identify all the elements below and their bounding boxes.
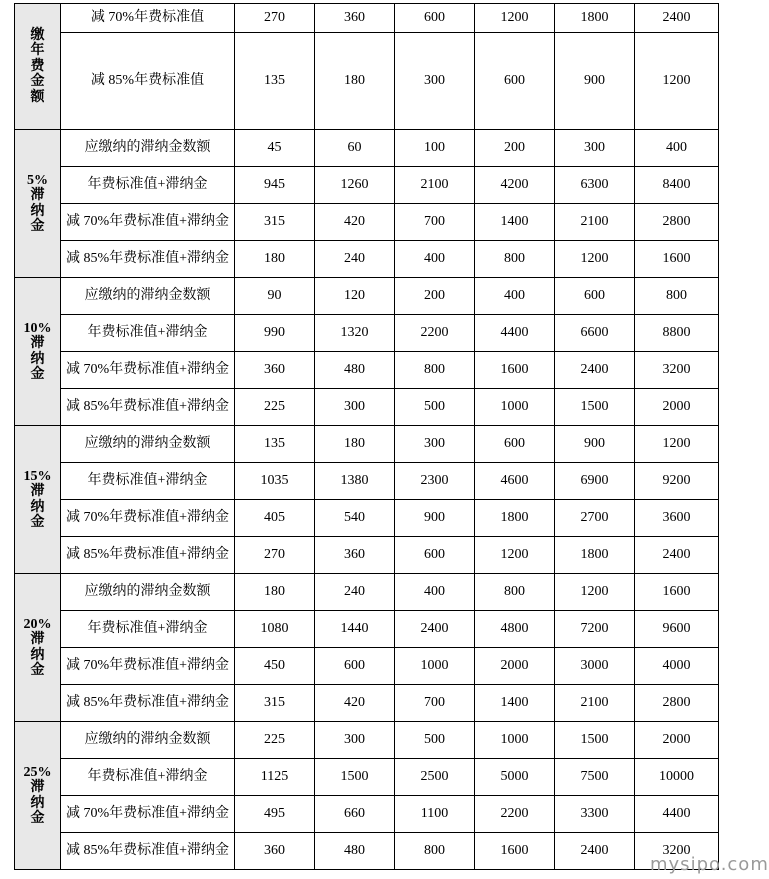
fee-value-cell: 420: [315, 204, 395, 241]
fee-value-cell: 900: [395, 500, 475, 537]
fee-value-cell: 7200: [555, 611, 635, 648]
group-header-char: 金: [30, 662, 45, 678]
fee-value-cell: 800: [635, 278, 719, 315]
watermark: mysipo.com: [650, 854, 769, 875]
fee-value-cell: 180: [315, 426, 395, 463]
fee-value-cell: 120: [315, 278, 395, 315]
fee-value-cell: 1440: [315, 611, 395, 648]
fee-value-cell: 4200: [475, 167, 555, 204]
fee-value-cell: 2000: [635, 389, 719, 426]
table-row: [15, 278, 719, 315]
group-header-char: 缴: [30, 28, 45, 44]
fee-value-cell: 405: [235, 500, 315, 537]
fee-value-cell: 2100: [555, 685, 635, 722]
fee-value-cell: 4800: [475, 611, 555, 648]
fee-value-cell: 1260: [315, 167, 395, 204]
fee-value-cell: 1125: [235, 759, 315, 796]
row-label: 年费标准值+滞纳金: [61, 611, 235, 648]
row-label: 减 70%年费标准值+滞纳金: [61, 204, 235, 241]
fee-value-cell: 10000: [635, 759, 719, 796]
fee-value-cell: 1200: [635, 33, 719, 130]
group-header-char: 纳: [30, 795, 45, 811]
table-row: [15, 241, 719, 278]
fee-value-cell: 400: [395, 241, 475, 278]
row-label: 应缴纳的滞纳金数额: [61, 130, 235, 167]
fee-value-cell: 300: [395, 33, 475, 130]
row-label: 减 70%年费标准值+滞纳金: [61, 796, 235, 833]
fee-value-cell: 315: [235, 204, 315, 241]
group-header-char: 滞: [30, 632, 45, 648]
fee-value-cell: 400: [635, 130, 719, 167]
fee-value-cell: 360: [315, 4, 395, 33]
group-header-char: 费: [30, 58, 45, 74]
fee-value-cell: 660: [315, 796, 395, 833]
row-label: 减 70%年费标准值: [61, 4, 235, 33]
fee-value-cell: 1380: [315, 463, 395, 500]
fee-value-cell: 2400: [555, 833, 635, 870]
fee-value-cell: 1000: [475, 722, 555, 759]
group-header-char: 5%: [27, 172, 48, 188]
fee-value-cell: 1200: [555, 574, 635, 611]
group-header-char: 纳: [30, 351, 45, 367]
table-row: [15, 130, 719, 167]
fee-value-cell: 270: [235, 537, 315, 574]
fee-value-cell: 6600: [555, 315, 635, 352]
fee-value-cell: 225: [235, 722, 315, 759]
fee-value-cell: 1200: [475, 537, 555, 574]
fee-value-cell: 8800: [635, 315, 719, 352]
fee-value-cell: 1400: [475, 204, 555, 241]
fee-value-cell: 315: [235, 685, 315, 722]
group-header-char: 金: [30, 74, 45, 90]
group-header-char: 滞: [30, 336, 45, 352]
table-row: [15, 315, 719, 352]
fee-value-cell: 9200: [635, 463, 719, 500]
fee-value-cell: 495: [235, 796, 315, 833]
table-row: [15, 204, 719, 241]
group-header: [15, 722, 61, 870]
fee-value-cell: 360: [235, 352, 315, 389]
fee-value-cell: 180: [315, 33, 395, 130]
row-label: 年费标准值+滞纳金: [61, 463, 235, 500]
fee-value-cell: 135: [235, 33, 315, 130]
fee-value-cell: 3000: [555, 648, 635, 685]
row-label: 减 85%年费标准值+滞纳金: [61, 537, 235, 574]
fee-value-cell: 400: [395, 574, 475, 611]
fee-value-cell: 450: [235, 648, 315, 685]
row-label: 减 85%年费标准值+滞纳金: [61, 389, 235, 426]
fee-value-cell: 240: [315, 574, 395, 611]
group-header-char: 纳: [30, 647, 45, 663]
fee-value-cell: 2400: [555, 352, 635, 389]
group-header-char: 金: [30, 366, 45, 382]
group-header-char: 25%: [23, 764, 52, 780]
row-label: 应缴纳的滞纳金数额: [61, 722, 235, 759]
row-label: 年费标准值+滞纳金: [61, 315, 235, 352]
row-label: 减 70%年费标准值+滞纳金: [61, 500, 235, 537]
fee-value-cell: 2400: [635, 4, 719, 33]
fee-value-cell: 1500: [555, 389, 635, 426]
row-label: 减 85%年费标准值+滞纳金: [61, 685, 235, 722]
fee-value-cell: 300: [315, 722, 395, 759]
fee-value-cell: 9600: [635, 611, 719, 648]
fee-value-cell: 500: [395, 722, 475, 759]
fee-value-cell: 480: [315, 352, 395, 389]
fee-value-cell: 420: [315, 685, 395, 722]
group-header-char: 滞: [30, 780, 45, 796]
fee-value-cell: 2400: [395, 611, 475, 648]
table-row: [15, 759, 719, 796]
fee-value-cell: 4000: [635, 648, 719, 685]
fee-value-cell: 2200: [475, 796, 555, 833]
fee-value-cell: 2800: [635, 204, 719, 241]
row-label: 减 70%年费标准值+滞纳金: [61, 352, 235, 389]
group-header: [15, 574, 61, 722]
fee-value-cell: 700: [395, 685, 475, 722]
fee-value-cell: 3200: [635, 352, 719, 389]
fee-value-cell: 300: [395, 426, 475, 463]
group-header-char: 15%: [23, 468, 52, 484]
fee-value-cell: 1080: [235, 611, 315, 648]
fee-value-cell: 360: [235, 833, 315, 870]
row-label: 应缴纳的滞纳金数额: [61, 278, 235, 315]
row-label: 减 70%年费标准值+滞纳金: [61, 648, 235, 685]
fee-value-cell: 1500: [555, 722, 635, 759]
table-row: [15, 611, 719, 648]
group-header: [15, 278, 61, 426]
fee-value-cell: 1200: [555, 241, 635, 278]
fee-value-cell: 1800: [555, 4, 635, 33]
fee-value-cell: 900: [555, 33, 635, 130]
fee-value-cell: 4400: [475, 315, 555, 352]
fee-value-cell: 1600: [635, 574, 719, 611]
table-row: [15, 722, 719, 759]
fee-value-cell: 180: [235, 241, 315, 278]
table-row: [15, 833, 719, 870]
fee-value-cell: 1200: [475, 4, 555, 33]
fee-value-cell: 1800: [475, 500, 555, 537]
fee-value-cell: 800: [395, 352, 475, 389]
fee-value-cell: 600: [315, 648, 395, 685]
fee-value-cell: 45: [235, 130, 315, 167]
group-header-char: 金: [30, 514, 45, 530]
fee-value-cell: 135: [235, 426, 315, 463]
fee-value-cell: 700: [395, 204, 475, 241]
fee-value-cell: 600: [475, 33, 555, 130]
fee-value-cell: 600: [395, 4, 475, 33]
fee-value-cell: 1200: [635, 426, 719, 463]
fee-value-cell: 200: [475, 130, 555, 167]
group-header-char: 年: [30, 43, 45, 59]
table-row: [15, 33, 719, 130]
fee-value-cell: 240: [315, 241, 395, 278]
fee-value-cell: 540: [315, 500, 395, 537]
group-header: [15, 4, 61, 130]
fee-value-cell: 100: [395, 130, 475, 167]
fee-value-cell: 2500: [395, 759, 475, 796]
fee-value-cell: 500: [395, 389, 475, 426]
fee-value-cell: 2300: [395, 463, 475, 500]
group-header-char: 滞: [30, 484, 45, 500]
fee-value-cell: 2700: [555, 500, 635, 537]
fee-value-cell: 2000: [635, 722, 719, 759]
fee-value-cell: 1000: [475, 389, 555, 426]
fee-value-cell: 3600: [635, 500, 719, 537]
group-header-char: 额: [30, 89, 45, 105]
fee-value-cell: 7500: [555, 759, 635, 796]
fee-value-cell: 3200: [635, 833, 719, 870]
fee-value-cell: 1800: [555, 537, 635, 574]
fee-value-cell: 270: [235, 4, 315, 33]
group-header-char: 金: [30, 218, 45, 234]
fee-value-cell: 8400: [635, 167, 719, 204]
fee-value-cell: 6300: [555, 167, 635, 204]
fee-value-cell: 1320: [315, 315, 395, 352]
table-row: [15, 426, 719, 463]
fee-value-cell: 2400: [635, 537, 719, 574]
group-header-char: 纳: [30, 203, 45, 219]
table-row: [15, 685, 719, 722]
fee-value-cell: 1600: [475, 833, 555, 870]
fee-value-cell: 180: [235, 574, 315, 611]
fee-value-cell: 4600: [475, 463, 555, 500]
row-label: 减 85%年费标准值+滞纳金: [61, 241, 235, 278]
fee-value-cell: 600: [395, 537, 475, 574]
fee-value-cell: 4400: [635, 796, 719, 833]
group-header-char: 滞: [30, 188, 45, 204]
fee-value-cell: 990: [235, 315, 315, 352]
fee-value-cell: 1600: [635, 241, 719, 278]
table-row: [15, 500, 719, 537]
table-row: [15, 167, 719, 204]
fee-value-cell: 600: [555, 278, 635, 315]
group-header: [15, 426, 61, 574]
fee-value-cell: 1100: [395, 796, 475, 833]
fee-value-cell: 200: [395, 278, 475, 315]
table-row: [15, 537, 719, 574]
group-header-char: 10%: [23, 320, 52, 336]
table-row: [15, 389, 719, 426]
fee-value-cell: 1500: [315, 759, 395, 796]
fee-value-cell: 600: [475, 426, 555, 463]
table-row: [15, 796, 719, 833]
group-header-char: 20%: [23, 616, 52, 632]
fee-value-cell: 6900: [555, 463, 635, 500]
table-row: [15, 352, 719, 389]
row-label: 减 85%年费标准值+滞纳金: [61, 833, 235, 870]
fee-value-cell: 2000: [475, 648, 555, 685]
fee-value-cell: 800: [475, 241, 555, 278]
row-label: 年费标准值+滞纳金: [61, 759, 235, 796]
fee-value-cell: 900: [555, 426, 635, 463]
fee-value-cell: 480: [315, 833, 395, 870]
table-row: [15, 574, 719, 611]
fee-value-cell: 400: [475, 278, 555, 315]
fee-table-body: [15, 4, 719, 870]
fee-value-cell: 5000: [475, 759, 555, 796]
fee-value-cell: 2200: [395, 315, 475, 352]
row-label: 年费标准值+滞纳金: [61, 167, 235, 204]
fee-value-cell: 800: [475, 574, 555, 611]
fee-value-cell: 800: [395, 833, 475, 870]
fee-value-cell: 300: [315, 389, 395, 426]
group-header: [15, 130, 61, 278]
fee-value-cell: 1600: [475, 352, 555, 389]
row-label: 减 85%年费标准值: [61, 33, 235, 130]
fee-value-cell: 945: [235, 167, 315, 204]
table-row: [15, 648, 719, 685]
fee-value-cell: 2100: [555, 204, 635, 241]
fee-value-cell: 1400: [475, 685, 555, 722]
group-header-char: 纳: [30, 499, 45, 515]
fee-value-cell: 1000: [395, 648, 475, 685]
fee-value-cell: 2800: [635, 685, 719, 722]
row-label: 应缴纳的滞纳金数额: [61, 574, 235, 611]
fee-value-cell: 360: [315, 537, 395, 574]
fee-value-cell: 300: [555, 130, 635, 167]
fee-value-cell: 225: [235, 389, 315, 426]
row-label: 应缴纳的滞纳金数额: [61, 426, 235, 463]
fee-value-cell: 3300: [555, 796, 635, 833]
group-header-char: 金: [30, 810, 45, 826]
fee-value-cell: 1035: [235, 463, 315, 500]
table-row: [15, 4, 719, 33]
table-row: [15, 463, 719, 500]
fee-value-cell: 2100: [395, 167, 475, 204]
fee-value-cell: 90: [235, 278, 315, 315]
fee-table: [14, 3, 719, 870]
fee-value-cell: 60: [315, 130, 395, 167]
